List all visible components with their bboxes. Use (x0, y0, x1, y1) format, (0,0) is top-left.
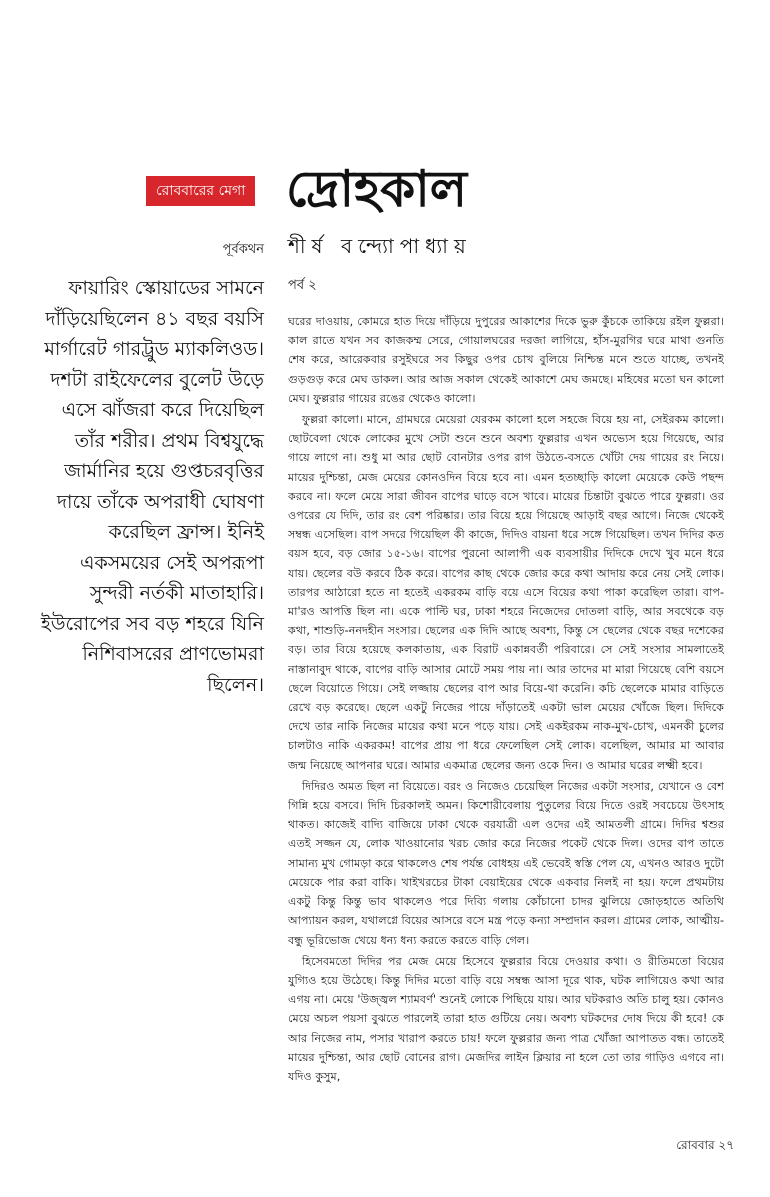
episode-label: পর্ব ২ (288, 278, 317, 293)
page-footer: রোববার ২৭ (676, 1138, 734, 1152)
author-name: শীর্ষ বন্দ্যোপাধ্যায় (288, 234, 472, 258)
story-title: দ্রোহকাল (286, 159, 468, 218)
body-paragraph: হিসেবমতো দিদির পর মেজ মেয়ে হিসেবে ফুল্লরার বিয়ে দেওয়ার কথা। ও রীতিমতো বিয়ের যুগ্যিও হয়ে উঠেছে। কিন্তু দিদির মতো বাড়ি বয়ে সম্বন্ধ আসা দূরে থাক, ঘটক লাগিয়েও কথা আর এগয় না। মেয়ে 'উজ্জ্বল শ্যামবর্ণ' শুনেই লোকে পিছিয়ে যায়। আর ঘটকরাও অতি চালু হয়। কোনও মেয়ে অচল পয়সা বুঝতে পারলেই তারা হাত গুটিয়ে নেয়। অবশ্য ঘটকদের দোষ দিয়ে কী হবে! কে আর নিজের নাম, পসার খারাপ করতে চায়! ফলে ফুল্লরার জন্য পাত্র খোঁজা আপাতত বন্ধ। তাতেই মায়ের দুশ্চিন্তা, আর ছোট বোনের রাগ। মেজদির লাইন ক্লিয়ার না হলে তো তার গাড়িও এগবে না। যদিও কুসুম, (288, 954, 724, 1083)
body-paragraph: ঘরের দাওয়ায়, কোমরে হাত দিয়ে দাঁড়িয়ে দুপুরের আকাশের দিকে ভুরু কুঁচকে তাকিয়ে রইল ফুল্লরা। কাল রাতে যখন সব কাজকম্ম সেরে, গোয়ালঘরের দরজা লাগিয়ে, হাঁস-মুরগির ঘরে মাথা গুনতি শেষ করে, আরেকবার রসুইঘরে সব কিছুর ওপর চোখ বুলিয়ে নিশ্চিন্ত মনে শুতে যাচ্ছে, তখনই গুড়গুড় করে মেঘ ডাকল। আর আজ সকাল থেকেই আকাশে মেঘ জমছে। মহিষের মতো ঘন কালো মেঘ। ফুল্লরার গায়ের রঙের থেকেও কালো। (288, 315, 724, 405)
story-body (288, 312, 724, 1088)
preface-label: পূর্বকথন (222, 242, 264, 257)
preface-text: ফায়ারিং স্কোয়াডের সামনে দাঁড়িয়েছিলেন ৪১ বছর বয়সি মার্গারেট গারট্রুড ম্যাকলিওড। দশটা রাইফেলের বুলেট উড়ে এসে ঝাঁজরা করে দিয়েছিল তাঁর শরীর। প্রথম বিশ্বযুদ্ধে জার্মানির হয়ে গুপ্তচরবৃত্তির দায়ে তাঁকে অপরাধী ঘোষণা করেছিল ফ্রান্স। ইনিই একসময়ের সেই অপরূপা সুন্দরী নর্তকী মাতাহারি। ইউরোপের সব বড় শহরে যিনি নিশিবাসরের প্রাণভোমরা ছিলেন। (40, 277, 264, 696)
series-badge: রোববারের মেগা (146, 176, 255, 206)
body-paragraph: দিদিরও অমত ছিল না বিয়েতে। বরং ও নিজেও চেয়েছিল নিজের একটা সংসার, যেখানে ও বেশ গিন্নি হয়ে বসবে। দিদি চিরকালই অমন। কিশোরীবেলায় পুতুলের বিয়ে দিতে ওরই সবচেয়ে উৎসাহ থাকত। কাজেই বাদ্যি বাজিয়ে ঢাকা থেকে বরযাত্রী এল ওদের এই আমতলী গ্রামে। দিদির শ্বশুর এতই সজ্জন যে, লোক খাওয়ানোর খরচ জোর করে নিজের পকেট থেকে দিল। ওদের বাপ তাতে সামান্য মুখ গোমড়া করে থাকলেও শেষ পর্যন্ত বোধহয় এই ভেবেই স্বস্তি পেল যে, এখনও আরও দুটো মেয়েকে পার করা বাকি। খাইখরচের টাকা বেয়াইয়ের থেকে একবার নিলই না হয়। ফলে প্রথমটায় একটু কিন্তু কিন্তু ভাব থাকলেও পরে দিব্যি গলায় কোঁচানো চাদর ঝুলিয়ে জোড়হাতে অতিথি আপ্যায়ন করল, যথালগ্নে বিয়ের আসরে বসে মন্ত্র পড়ে কন্যা সম্প্রদান করল। গ্রামের লোক, আত্মীয়-বন্ধু ভূরিভোজ খেয়ে ধন্য ধন্য করতে করতে বাড়ি গেল। (288, 779, 724, 947)
body-paragraph: ফুল্লরা কালো। মানে, গ্রামঘরে মেয়েরা যেরকম কালো হলে সহজে বিয়ে হয় না, সেইরকম কালো। ছোটবেলা থেকে লোকের মুখে সেটা শুনে শুনে অবশ্য ফুল্লরার এখন অভ্যেস হয়ে গিয়েছে, আর গায়ে লাগে না। শুধু মা আর ছোট বোনটার ওপর রাগ উঠতে-বসতে খোঁটা দেয় গায়ের রং নিয়ে। মায়ের দুশ্চিন্তা, মেজ মেয়ের কোনওদিন বিয়ে হবে না। এমন হতচ্ছাড়ি কালো মেয়েকে কেউ পছন্দ করবে না। ফলে মেয়ে সারা জীবন বাপের ঘাড়ে বসে খাবে। মায়ের চিন্তাটা বুঝতে পারে ফুল্লরা। ওর ওপরের যে দিদি, তার রং বেশ পরিষ্কার। তার বিয়ে হয়ে গিয়েছে আড়াই বছর আগে। নিজে থেকেই সম্বন্ধ এসেছিল। বাপ সদরে গিয়েছিল কী কাজে, দিদিও বায়না ধরে সঙ্গে গিয়েছিল। তখন দিদির কত বয়স হবে, বড় জোর ১৫-১৬। বাপের পুরনো আলাপী এক ব্যবসায়ীর দিদিকে দেখে খুব মনে ধরে যায়। ছেলের বউ করবে ঠিক করে। বাপের কাছ থেকে জোর করে কথা আদায় করে নেয় সেই লোক। তারপর আঠারো হতে না হতেই একরকম বাড়ি বয়ে এসে বিয়ের কথা পাকা করেছিল তারা। বাপ-মা'রও আপত্তি ছিল না। একে পাল্টি ঘর, ঢাকা শহরে নিজেদের দোতলা বাড়ি, আর সবথেকে বড় কথা, শাশুড়ি-ননদহীন সংসার। ছেলের এক দিদি আছে অবশ্য, কিন্তু সে ছেলের থেকে বছর দশেকের বড়। তার বিয়ে হয়েছে কলকাতায়, এক বিরাট একান্নবর্তী পরিবারে। সে সেই সংসার সামলাতেই নাস্তানাবুদ থাকে, বাপের বাড়ি আসার মোটে সময় পায় না। আর তাদের মা মারা গিয়েছে বেশি বয়সে ছেলে বিয়োতে গিয়ে। সেই লজ্জায় ছেলের বাপ আর বিয়ে-থা করেনি। কচি ছেলেকে মামার বাড়িতে রেখে বড় করেছে। ছেলে একটু নিজের পায়ে দাঁড়াতেই একটা ভাল মেয়ের খোঁজে ছিল। দিদিকে দেখে তার নাকি নিজের মায়ের কথা মনে পড়ে যায়। সেই একইরকম নাক-মুখ-চোখ, এমনকী চুলের চালটাও নাকি একরকম! বাপের প্রায় পা ধরে ফেলেছিল সেই লোক। বলেছিল, আমার মা আবার জন্ম নিয়েছে আপনার ঘরে। আমার একমাত্র ছেলের জন্য ওকে দিন। ও আমার ঘরের লক্ষ্মী হবে। (288, 413, 725, 772)
preface-column (40, 240, 276, 700)
